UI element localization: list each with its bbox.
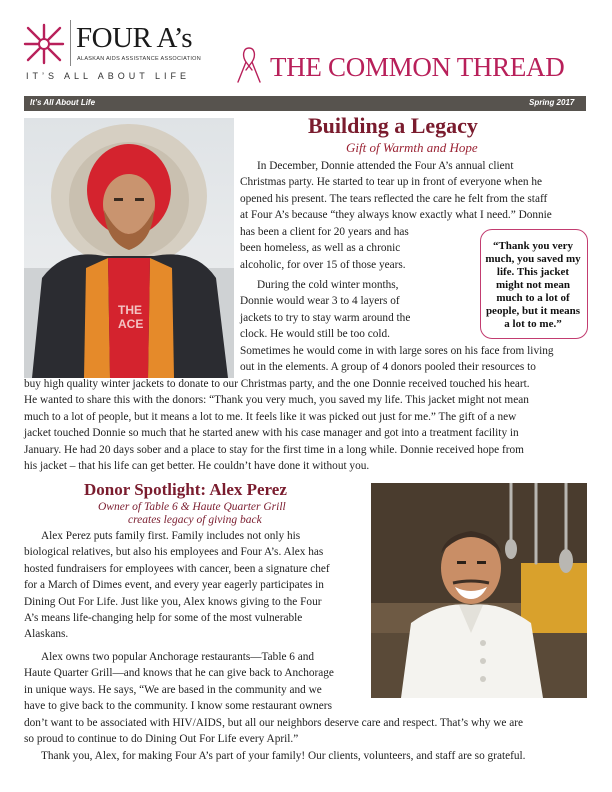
text-line: clock. He would still be too cold. xyxy=(240,328,390,341)
text-line: Haute Quarter Grill—and knows that he can give back to Anchorage xyxy=(24,667,334,680)
logo-divider xyxy=(70,20,71,66)
svg-text:THE: THE xyxy=(118,303,142,317)
text-line: Sometimes he would come in with large sores on his face from living xyxy=(240,345,554,357)
text-line: Thank you, Alex, for making Four A’s part of your family! Our clients, volunteers, and staff are so grateful. xyxy=(41,750,526,762)
article2-subtitle-1: Owner of Table 6 & Haute Quarter Grill xyxy=(98,501,286,513)
article1-title: Building a Legacy xyxy=(308,113,478,138)
text-line: has been a client for 20 years and has xyxy=(240,226,409,238)
donnie-photo xyxy=(24,118,234,378)
text-line: Donnie would wear 3 to 4 layers of xyxy=(240,295,400,308)
text-line: alcoholic, for over 15 of those years. xyxy=(240,258,406,271)
article2-thanks xyxy=(24,748,589,764)
article1-wide-text xyxy=(240,343,585,376)
text-line: In December, Donnie attended the Four A’s annual client xyxy=(257,160,514,172)
text-line: out in the elements. A group of 4 donors pooled their resources to xyxy=(240,361,536,374)
article2-subtitle-2: creates legacy of giving back xyxy=(128,514,262,526)
svg-text:ACE: ACE xyxy=(118,317,144,331)
article1-subtitle: Gift of Warmth and Hope xyxy=(346,140,478,155)
article1-winter-text xyxy=(240,277,425,343)
text-line: so proud to continue to do Dining Out For Life every April.” xyxy=(24,733,299,746)
text-line: Christmas party. He started to tear up in front of everyone when he xyxy=(240,176,542,189)
text-line: hosted fundraisers for employees with cancer, been a signature chef xyxy=(24,562,330,575)
text-line: buy high quality winter jackets to donate to our Christmas party, and the one Donnie received touched his heart. xyxy=(24,378,530,390)
text-line: A’s means life-changing help for some of the most vulnerable xyxy=(24,612,303,625)
text-line: jackets to try to stay warm around the xyxy=(240,311,411,324)
article2-full-text xyxy=(24,715,589,748)
article1-intro xyxy=(240,158,585,224)
text-line: opened his present. The tears reflected the care he felt from the staff xyxy=(240,192,548,205)
four-as-logo-icon xyxy=(22,22,66,66)
tagline: IT’S ALL ABOUT LIFE xyxy=(26,71,191,81)
article1-full-text xyxy=(24,376,589,474)
text-line: Alex owns two popular Anchorage restaurants—Table 6 and xyxy=(41,650,315,663)
pullquote-text: “Thank you very much, you saved my life. This jacket might not mean much to a lot of people, but it means a lot to me.” xyxy=(485,240,581,330)
text-line: During the cold winter months, xyxy=(257,279,399,291)
alex-perez-photo xyxy=(371,483,587,698)
text-line: Alaskans. xyxy=(24,628,69,641)
article2-column xyxy=(24,528,364,714)
article2-title: Donor Spotlight: Alex Perez xyxy=(84,480,287,499)
article1-narrow-text xyxy=(240,224,472,273)
header-band xyxy=(24,96,586,111)
text-line: January. He had 20 days sober and a place to stay for the first time in a long while. Donnie received hope from xyxy=(24,443,524,456)
text-line: much to a lot of people, but it means a lot to me. It feels like it was picked out just for me.” The gift of a new xyxy=(24,410,517,423)
newsletter-title: THE COMMON THREAD xyxy=(270,52,565,82)
issue-date: Spring 2017 xyxy=(529,98,575,107)
text-line: biological relatives, but also his employees and Four A’s. Alex has xyxy=(24,546,324,559)
text-line: Dining Out For Life. Just like you, Alex knows giving to the Four xyxy=(24,595,322,608)
text-line: have to give back to the community. I know some restaurant owners xyxy=(24,700,332,713)
text-line: jacket touched Donnie so much that he started anew with his case manager and got into a treatment facility in xyxy=(24,427,519,440)
text-line: at Four A’s because “they always know exactly what I need.” Donnie xyxy=(240,209,552,222)
org-name: FOUR A’s xyxy=(76,22,193,54)
text-line: his jacket – that his life can get better. He couldn’t have done it without you. xyxy=(24,460,370,473)
text-line: been homeless, as well as a chronic xyxy=(240,242,401,255)
text-line: for a March of Dimes event, and every year eagerly participates in xyxy=(24,579,324,592)
text-line: He wanted to share this with the donors: “Thank you very much, you saved my life. This jacket might not mean xyxy=(24,394,529,407)
org-subtitle: ALASKAN AIDS ASSISTANCE ASSOCIATION xyxy=(77,56,201,62)
awareness-ribbon-icon xyxy=(234,44,264,86)
band-tagline: It’s All About Life xyxy=(30,98,96,107)
text-line: Alex Perez puts family first. Family includes not only his xyxy=(41,530,301,542)
text-line: in unique ways. He says, “We are based in the community and we xyxy=(24,683,322,696)
text-line: don’t want to be associated with HIV/AIDS, but all our neighbors deserve care and respect. That’s why we are xyxy=(24,717,524,729)
